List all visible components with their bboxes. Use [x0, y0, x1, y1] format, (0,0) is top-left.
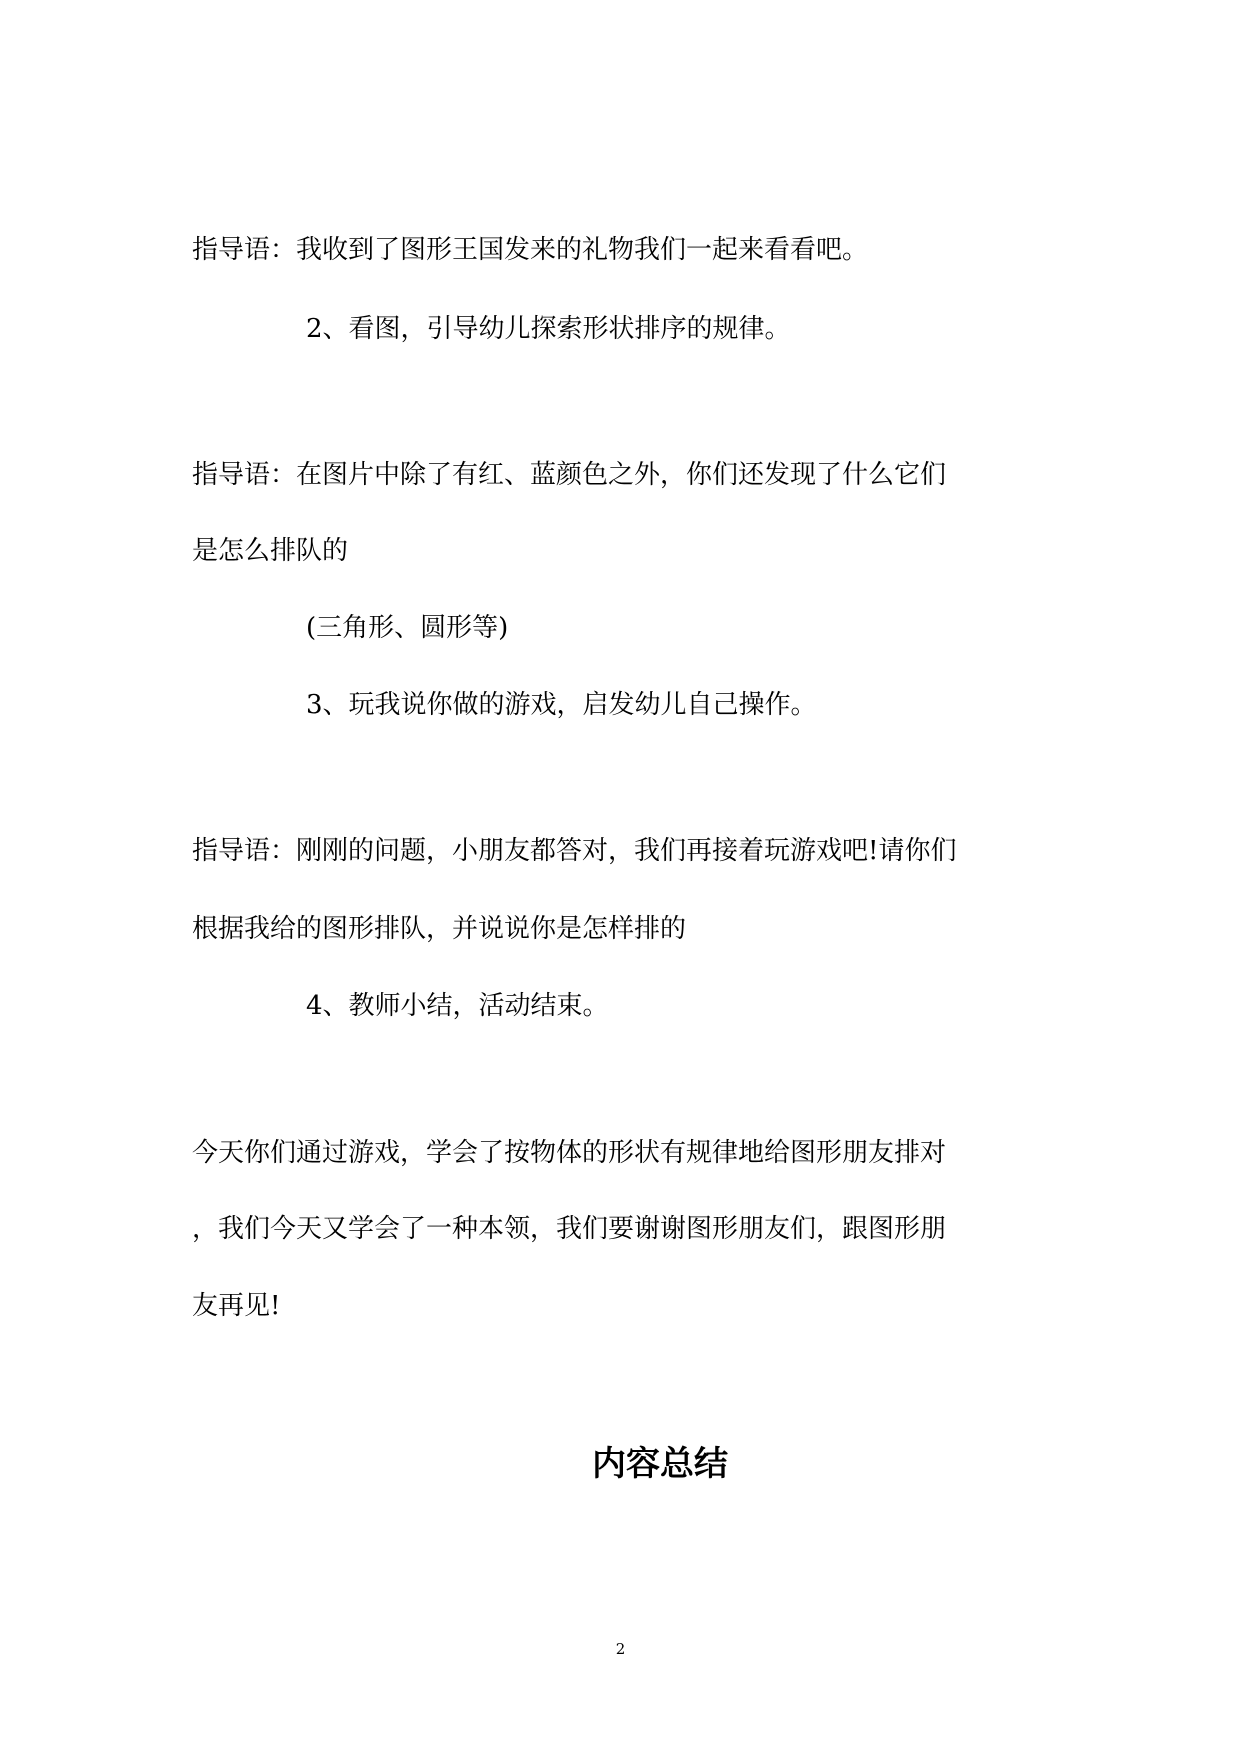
text-line: 4、教师小结，活动结束。 — [306, 991, 609, 1021]
text-line: 指导语：我收到了图形王国发来的礼物我们一起来看看吧。 — [192, 235, 869, 265]
text-line: (三角形、圆形等) — [306, 613, 509, 643]
text-line: ，我们今天又学会了一种本领，我们要谢谢图形朋友们，跟图形朋 — [192, 1214, 947, 1244]
text-line: 3、玩我说你做的游戏，启发幼儿自己操作。 — [306, 690, 817, 720]
text-line: 指导语：刚刚的问题，小朋友都答对，我们再接着玩游戏吧!请你们 — [192, 836, 957, 866]
section-heading: 内容总结 — [592, 1444, 728, 1484]
text-line: 今天你们通过游戏，学会了按物体的形状有规律地给图形朋友排对 — [192, 1138, 947, 1168]
text-line: 是怎么排队的 — [192, 536, 349, 566]
text-line: 根据我给的图形排队，并说说你是怎样排的 — [192, 914, 687, 944]
text-line: 友再见! — [192, 1291, 281, 1321]
text-line: 指导语：在图片中除了有红、蓝颜色之外，你们还发现了什么它们 — [192, 460, 947, 490]
page-number: 2 — [615, 1640, 626, 1658]
text-line: 2、看图，引导幼儿探索形状排序的规律。 — [306, 314, 791, 344]
